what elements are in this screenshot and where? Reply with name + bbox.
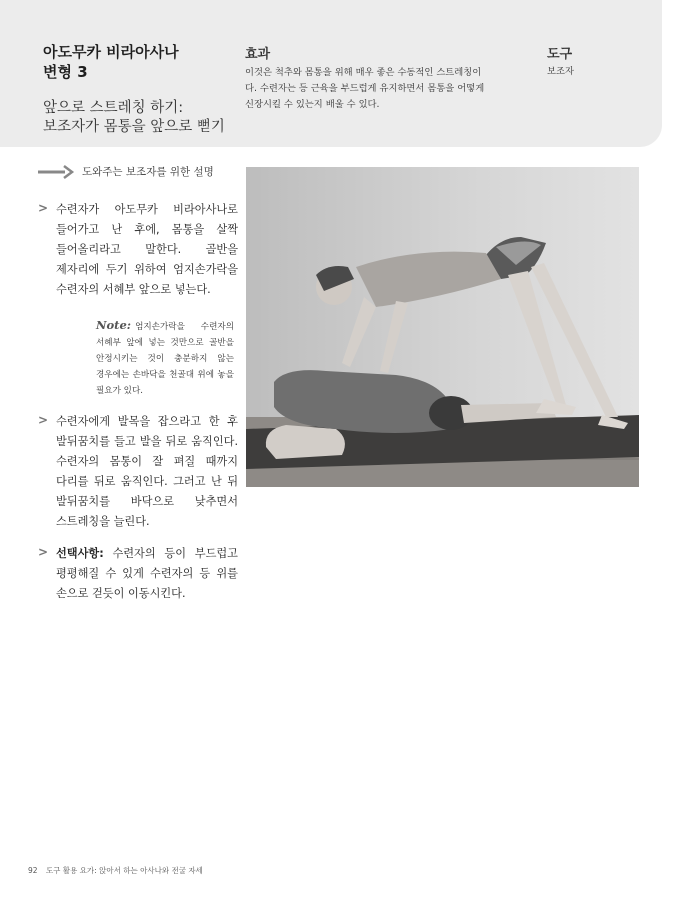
instruction-text-2: 수련자에게 발목을 잡으라고 한 후 발뒤꿈치를 들고 발을 뒤로 움직인다. 수련자의 몸통이 잘 펴질 때까지 다리를 뒤로 움직인다. 그러고 난 뒤 발뒤꿈치를 바닥으로 낮추면서 스트레칭을 늘린다. [56, 415, 238, 528]
guide-label [38, 164, 214, 179]
effect-text: 이것은 척추와 몸통을 위해 매우 좋은 수동적인 스트레칭이다. 수련자는 등 근육을 부드럽게 유지하면서 몸통을 어떻게 신장시킬 수 있는지 배울 수 있다. [245, 67, 485, 110]
guide-label-text: 도와주는 보조자를 위한 설명 [82, 166, 214, 178]
subtitle-line-1: 앞으로 스트레칭 하기: [43, 100, 184, 116]
note-label: Note: [96, 318, 132, 332]
instruction-text-1: 수련자가 아도무카 비라아사나로 들어가고 난 후에, 몸통을 살짝 들어올리라고 말한다. 골반을 제자리에 두기 위하여 엄지손가락을 수련자의 서혜부 앞으로 넣는다. [56, 203, 238, 296]
note-box [96, 317, 234, 399]
pose-photo [246, 167, 639, 487]
title-line-1: 아도무카 비라아사나 [43, 43, 179, 61]
effect-heading: 효과 [245, 47, 271, 62]
footer [28, 865, 203, 876]
chevron-right-icon: > [38, 413, 49, 427]
page-subtitle [43, 99, 225, 137]
tool-text: 보조자 [547, 66, 574, 77]
instruction-item-2 [38, 412, 238, 532]
note-text: 엄지손가락을 수련자의 서혜부 앞에 넣는 것만으로 골반을 안정시키는 것이 충분하지 않는 경우에는 손바닥을 천골대 위에 놓을 필요가 있다. [96, 322, 234, 396]
instruction-item-3 [38, 544, 238, 604]
subtitle-line-2: 보조자가 몸통을 앞으로 뻗기 [43, 119, 225, 135]
arrow-icon [38, 165, 76, 179]
title-line-2: 변형 3 [43, 63, 88, 81]
footer-text: 도구 활용 요가: 앉아서 하는 아사나와 전굴 자세 [45, 866, 203, 875]
optional-label: 선택사항: [56, 547, 104, 560]
instruction-item-1 [38, 200, 238, 300]
chevron-right-icon: > [38, 545, 49, 559]
chevron-right-icon: > [38, 201, 49, 215]
optional-text: 수련자의 등이 부드럽고 평평해질 수 있게 수련자의 등 위를 손으로 걷듯이 이동시킨다. [56, 547, 238, 600]
page-number: 92 [28, 866, 38, 875]
page-title [43, 42, 179, 82]
tool-heading: 도구 [547, 47, 573, 62]
header-panel [0, 0, 662, 147]
instruction-text-3 [56, 544, 238, 604]
